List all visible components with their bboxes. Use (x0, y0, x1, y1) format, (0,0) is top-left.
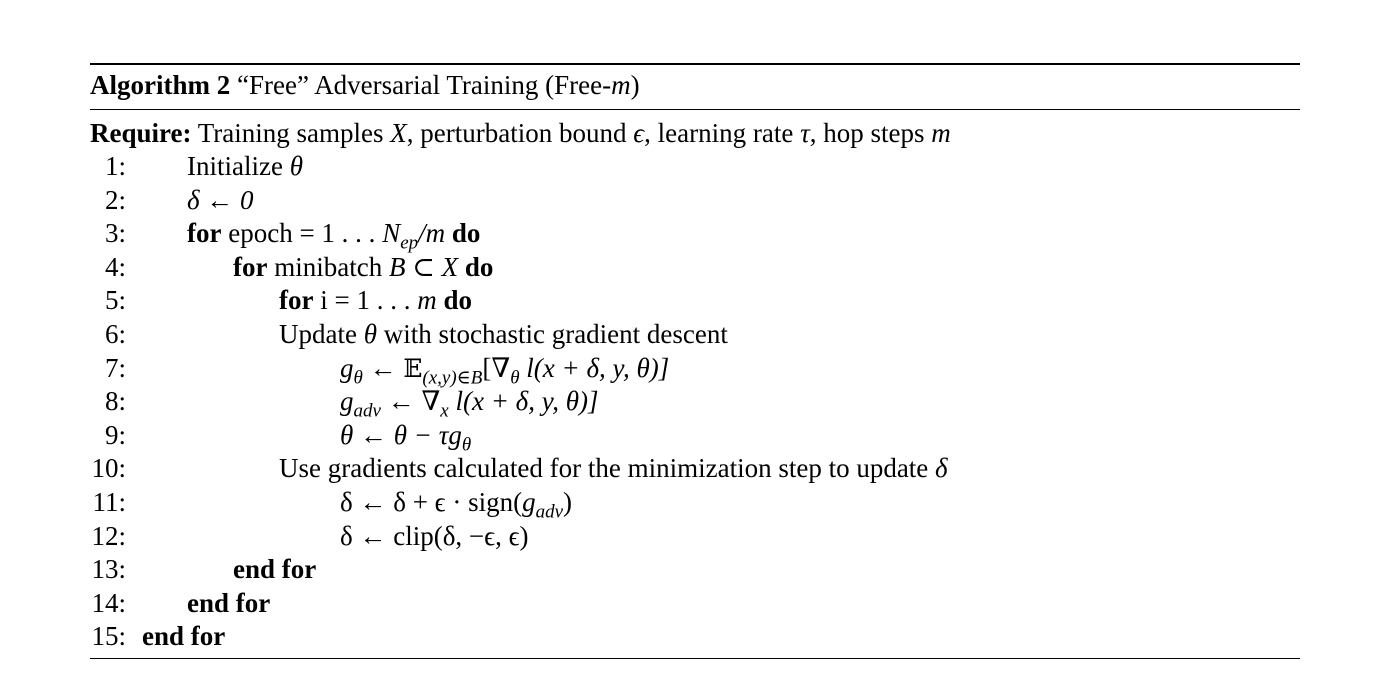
line-text: Use gradients calculated for the minimization step to update (279, 453, 936, 484)
line-text: minibatch (267, 251, 389, 282)
keyword: end for (142, 621, 226, 652)
require-text: , perturbation bound (406, 118, 634, 148)
line-text: /m (418, 218, 446, 249)
algo-line (90, 184, 1300, 218)
line-text: [∇ (482, 352, 511, 383)
algo-line (90, 385, 1300, 422)
line-text: l(x + δ, y, θ)] (448, 386, 599, 417)
caption-label: Algorithm 2 (90, 70, 231, 100)
line-var: N (382, 218, 401, 249)
expectation-symbol: 𝔼 (403, 353, 423, 383)
require-var: ϵ (633, 118, 645, 148)
line-number: 10: (91, 453, 126, 484)
line-number: 14: (91, 587, 126, 618)
line-body (340, 419, 472, 456)
line-text: δ ← δ + ϵ · sign( (340, 486, 523, 517)
line-number: 8: (104, 386, 126, 417)
algo-line (90, 352, 1300, 386)
line-body (233, 251, 493, 285)
keyword: for (233, 251, 268, 282)
keyword: do (445, 218, 481, 249)
line-var: g (522, 486, 536, 517)
caption-title: “Free” Adversarial Training (Free- (236, 70, 612, 100)
line-var: g (340, 352, 354, 383)
algo-line (90, 419, 1300, 456)
line-body (340, 486, 573, 523)
line-var: δ (935, 453, 948, 484)
algo-line (90, 553, 1300, 587)
caption-var: m (611, 70, 631, 100)
keyword: end for (187, 587, 271, 618)
line-number: 1: (104, 151, 126, 181)
require-text: , hop steps (809, 118, 932, 148)
require-var: τ (800, 118, 810, 148)
keyword: end for (233, 554, 317, 585)
line-var: B (388, 251, 406, 282)
line-number: 4: (104, 251, 126, 282)
require-line (90, 116, 1300, 150)
line-body (187, 217, 481, 254)
algo-line (90, 318, 1300, 352)
line-var: θ (363, 318, 377, 349)
line-sub: adv (535, 501, 564, 523)
line-text: l(x + δ, y, θ)] (519, 352, 670, 383)
keyword: do (458, 251, 494, 282)
line-sub: x (440, 400, 449, 422)
require-var: m (931, 118, 951, 148)
line-number: 9: (104, 419, 126, 450)
line-body (340, 385, 599, 422)
line-sub: θ (510, 366, 520, 388)
algo-line (90, 284, 1300, 318)
line-number: 7: (104, 352, 126, 383)
algo-line (90, 587, 1300, 621)
line-sub: θ (461, 434, 472, 456)
algo-line (90, 620, 1300, 654)
caption-close: ) (630, 70, 640, 100)
line-number: 13: (91, 554, 126, 585)
algo-line (90, 520, 1300, 554)
line-text: Initialize (187, 151, 290, 181)
line-body: δ ← clip(δ, −ϵ, ϵ) (340, 520, 529, 551)
algo-line (90, 486, 1300, 523)
line-sub: θ (353, 366, 363, 388)
require-text: Training samples (191, 118, 391, 148)
line-body (279, 284, 472, 318)
algorithm-block (90, 63, 1300, 659)
line-number: 2: (104, 184, 126, 215)
bottom-rule (90, 658, 1300, 659)
line-sub: ep (400, 232, 419, 254)
require-text: , learning rate (644, 118, 801, 148)
line-body: δ ← 0 (187, 184, 254, 215)
line-number: 3: (104, 218, 126, 249)
line-sub: (x,y)∈B (422, 366, 483, 388)
line-text: ) (563, 486, 573, 517)
line-text: θ ← θ − τg (340, 419, 462, 450)
caption-rule (90, 109, 1300, 110)
algorithm-caption (90, 65, 1300, 103)
line-text: ⊂ (405, 251, 442, 282)
line-number: 5: (104, 285, 126, 316)
line-number: 6: (104, 318, 126, 349)
line-text: ← ∇ (380, 386, 441, 417)
line-sub: adv (353, 400, 381, 422)
require-var: X (390, 118, 407, 148)
line-body (279, 318, 728, 352)
keyword: for (187, 218, 222, 249)
line-var: g (340, 386, 354, 417)
line-number: 15: (91, 621, 126, 652)
line-number: 11: (92, 486, 126, 517)
line-var: m (417, 285, 437, 316)
line-body (340, 352, 669, 386)
keyword: for (279, 285, 314, 316)
algo-line (90, 150, 1300, 184)
line-body (187, 150, 303, 184)
line-text: Update (279, 318, 364, 349)
require-label: Require: (90, 118, 192, 148)
algo-line (90, 251, 1300, 285)
algo-line (90, 452, 1300, 486)
line-body (279, 452, 948, 486)
keyword: do (436, 285, 472, 316)
line-number: 12: (91, 520, 126, 551)
line-text: i = 1 . . . (313, 285, 418, 316)
line-text: with stochastic gradient descent (376, 318, 728, 349)
algo-line (90, 217, 1300, 254)
line-text: ← (362, 352, 404, 383)
line-text: epoch = 1 . . . (221, 218, 383, 249)
line-var: X (441, 251, 459, 282)
line-var: θ (289, 151, 303, 181)
